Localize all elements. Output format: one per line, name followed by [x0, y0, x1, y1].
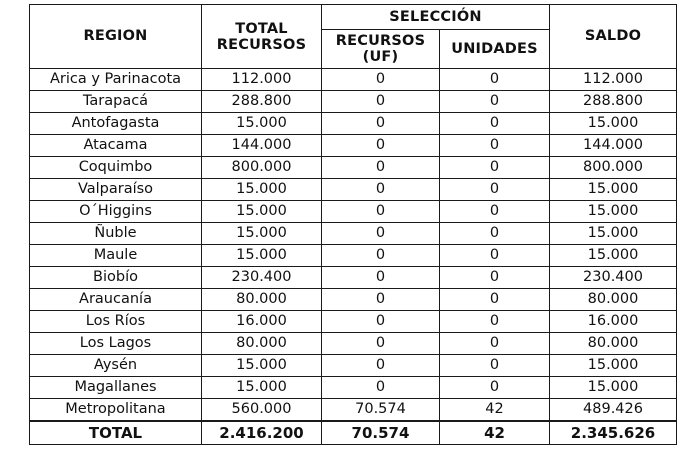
cell-unidades: 0 — [440, 69, 550, 91]
cell-recursos-uf: 0 — [322, 201, 440, 223]
cell-recursos-uf: 0 — [322, 69, 440, 91]
table-body — [30, 69, 677, 422]
total-unidades: 42 — [440, 421, 550, 445]
cell-recursos-uf: 0 — [322, 311, 440, 333]
cell-recursos-uf: 0 — [322, 333, 440, 355]
header-recursos-line2: (UF) — [362, 49, 399, 65]
cell-total-recursos: 112.000 — [202, 69, 322, 91]
total-label: TOTAL — [30, 421, 202, 445]
cell-region: Coquimbo — [30, 157, 202, 179]
cell-total-recursos: 230.400 — [202, 267, 322, 289]
cell-saldo: 15.000 — [550, 355, 677, 377]
cell-recursos-uf: 0 — [322, 245, 440, 267]
cell-unidades: 0 — [440, 157, 550, 179]
cell-recursos-uf: 70.574 — [322, 399, 440, 422]
cell-unidades: 0 — [440, 179, 550, 201]
cell-recursos-uf: 0 — [322, 113, 440, 135]
table-row — [30, 179, 677, 201]
header-unidades: UNIDADES — [440, 30, 550, 69]
cell-unidades: 0 — [440, 223, 550, 245]
cell-saldo: 15.000 — [550, 245, 677, 267]
header-region: REGION — [30, 5, 202, 69]
cell-region: Magallanes — [30, 377, 202, 399]
total-saldo: 2.345.626 — [550, 421, 677, 445]
cell-saldo: 15.000 — [550, 223, 677, 245]
table-row — [30, 135, 677, 157]
table-row — [30, 355, 677, 377]
header-saldo: SALDO — [550, 5, 677, 69]
cell-recursos-uf: 0 — [322, 135, 440, 157]
cell-recursos-uf: 0 — [322, 157, 440, 179]
cell-recursos-uf: 0 — [322, 91, 440, 113]
table-row — [30, 267, 677, 289]
cell-unidades: 0 — [440, 201, 550, 223]
resources-table-container — [29, 4, 676, 445]
cell-recursos-uf: 0 — [322, 179, 440, 201]
cell-saldo: 15.000 — [550, 377, 677, 399]
cell-total-recursos: 560.000 — [202, 399, 322, 422]
table-row — [30, 333, 677, 355]
cell-total-recursos: 288.800 — [202, 91, 322, 113]
table-row — [30, 91, 677, 113]
header-total-recursos — [202, 5, 322, 69]
cell-region: Antofagasta — [30, 113, 202, 135]
cell-total-recursos: 80.000 — [202, 289, 322, 311]
cell-saldo: 80.000 — [550, 333, 677, 355]
cell-unidades: 0 — [440, 245, 550, 267]
table-row — [30, 113, 677, 135]
cell-saldo: 80.000 — [550, 289, 677, 311]
cell-total-recursos: 15.000 — [202, 201, 322, 223]
cell-total-recursos: 15.000 — [202, 377, 322, 399]
total-recursos-uf: 70.574 — [322, 421, 440, 445]
cell-region: Aysén — [30, 355, 202, 377]
table-row — [30, 245, 677, 267]
total-row — [30, 421, 677, 445]
cell-region: Atacama — [30, 135, 202, 157]
cell-unidades: 0 — [440, 91, 550, 113]
cell-region: Ñuble — [30, 223, 202, 245]
cell-saldo: 112.000 — [550, 69, 677, 91]
cell-saldo: 489.426 — [550, 399, 677, 422]
header-total-line2: RECURSOS — [216, 36, 307, 53]
header-seleccion: SELECCIÓN — [322, 5, 550, 30]
table-row — [30, 311, 677, 333]
cell-saldo: 16.000 — [550, 311, 677, 333]
cell-total-recursos: 15.000 — [202, 355, 322, 377]
cell-unidades: 0 — [440, 289, 550, 311]
header-total-line1: TOTAL — [235, 20, 288, 37]
cell-unidades: 0 — [440, 135, 550, 157]
cell-total-recursos: 15.000 — [202, 223, 322, 245]
cell-saldo: 15.000 — [550, 113, 677, 135]
cell-recursos-uf: 0 — [322, 377, 440, 399]
cell-unidades: 42 — [440, 399, 550, 422]
total-total-recursos: 2.416.200 — [202, 421, 322, 445]
cell-recursos-uf: 0 — [322, 223, 440, 245]
table-row — [30, 69, 677, 91]
cell-saldo: 800.000 — [550, 157, 677, 179]
table-row — [30, 377, 677, 399]
cell-total-recursos: 15.000 — [202, 179, 322, 201]
cell-saldo: 230.400 — [550, 267, 677, 289]
cell-region: Maule — [30, 245, 202, 267]
cell-region: Los Lagos — [30, 333, 202, 355]
cell-unidades: 0 — [440, 355, 550, 377]
cell-saldo: 144.000 — [550, 135, 677, 157]
cell-total-recursos: 80.000 — [202, 333, 322, 355]
table-row — [30, 201, 677, 223]
cell-region: Los Ríos — [30, 311, 202, 333]
cell-region: Valparaíso — [30, 179, 202, 201]
cell-saldo: 15.000 — [550, 201, 677, 223]
cell-region: Biobío — [30, 267, 202, 289]
table-row — [30, 399, 677, 422]
cell-recursos-uf: 0 — [322, 289, 440, 311]
header-recursos-uf — [322, 30, 440, 69]
resources-by-region-table — [29, 4, 677, 445]
cell-unidades: 0 — [440, 311, 550, 333]
header-recursos-line1: RECURSOS — [335, 33, 426, 49]
cell-total-recursos: 16.000 — [202, 311, 322, 333]
cell-total-recursos: 144.000 — [202, 135, 322, 157]
cell-unidades: 0 — [440, 333, 550, 355]
cell-region: Tarapacá — [30, 91, 202, 113]
table-row — [30, 157, 677, 179]
cell-region: Metropolitana — [30, 399, 202, 422]
cell-region: Araucanía — [30, 289, 202, 311]
cell-total-recursos: 15.000 — [202, 245, 322, 267]
cell-region: O´Higgins — [30, 201, 202, 223]
cell-region: Arica y Parinacota — [30, 69, 202, 91]
cell-total-recursos: 15.000 — [202, 113, 322, 135]
table-row — [30, 289, 677, 311]
cell-recursos-uf: 0 — [322, 355, 440, 377]
cell-unidades: 0 — [440, 113, 550, 135]
cell-saldo: 288.800 — [550, 91, 677, 113]
cell-unidades: 0 — [440, 377, 550, 399]
cell-recursos-uf: 0 — [322, 267, 440, 289]
cell-saldo: 15.000 — [550, 179, 677, 201]
table-row — [30, 223, 677, 245]
cell-total-recursos: 800.000 — [202, 157, 322, 179]
cell-unidades: 0 — [440, 267, 550, 289]
